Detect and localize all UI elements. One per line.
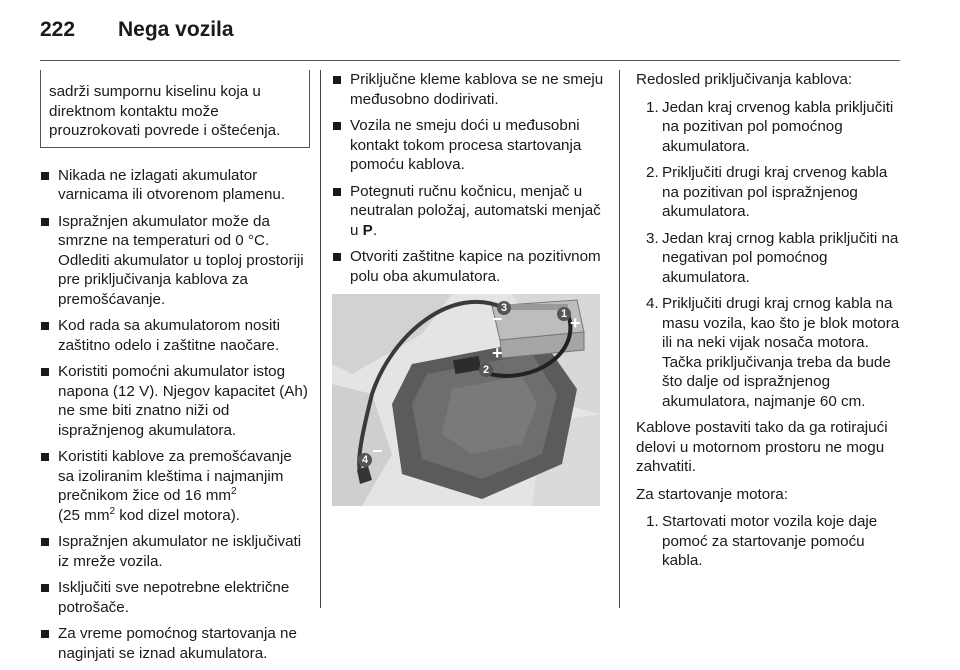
minus-sign-battery: − bbox=[492, 309, 503, 329]
column-right bbox=[636, 70, 904, 578]
engine-bay-image bbox=[332, 294, 600, 506]
column-divider-2 bbox=[619, 70, 620, 608]
bullet-square-icon bbox=[41, 538, 49, 546]
column-middle bbox=[332, 70, 604, 506]
bullet-square-icon bbox=[41, 172, 49, 180]
bullet-square-icon bbox=[41, 453, 49, 461]
bullet-square-icon bbox=[41, 368, 49, 376]
callout-2: 2 bbox=[482, 364, 490, 376]
jump-start-illustration bbox=[332, 294, 600, 506]
list-item: Koristiti pomoćni akumulator istog napona (12 V). Njegov kapacitet (Ah) ne sme biti znatno niži od ispražnjenog akumulatora. bbox=[40, 362, 310, 440]
cable-routing-note: Kablove postaviti tako da ga rotirajući delovi u motornom prostoru ne mogu zahvatiti. bbox=[636, 419, 888, 475]
page-number: 222 bbox=[40, 18, 76, 41]
column-left bbox=[40, 70, 310, 670]
sequence-intro: Redosled priključivanja kablova: bbox=[636, 71, 853, 88]
callout-1: 1 bbox=[560, 308, 568, 320]
list-item: Ispražnjen akumulator ne isključivati iz mreže vozila. bbox=[40, 532, 310, 571]
callout-4: 4 bbox=[361, 454, 369, 466]
bullet-square-icon bbox=[41, 322, 49, 330]
bullet-square-icon bbox=[41, 584, 49, 592]
list-item: Isključiti sve nepotrebne električne potrošače. bbox=[40, 578, 310, 617]
bullet-list-left bbox=[40, 166, 310, 664]
bullet-square-icon bbox=[41, 630, 49, 638]
bullet-square-icon bbox=[333, 253, 341, 261]
list-item: Vozila ne smeju doći u međusobni kontakt tokom procesa startovanja pomoću kablova. bbox=[332, 116, 604, 175]
list-item: Nikada ne izlagati akumulator varnicama ili otvorenom plamenu. bbox=[40, 166, 310, 205]
list-item: 2. Priključiti drugi kraj crvenog kabla na pozitivan pol ispražnjenog akumulatora. bbox=[646, 164, 888, 220]
list-item: 1. Jedan kraj crvenog kabla priključiti na pozitivan pol pomoćnog akumulatora. bbox=[646, 98, 894, 155]
start-intro: Za startovanje motora: bbox=[636, 485, 788, 503]
bullet-square-icon bbox=[333, 122, 341, 130]
bullet-square-icon bbox=[333, 188, 341, 196]
list-item: 4. Priključiti drugi kraj crnog kabla na masu vozila, kao što je blok motora ili na neki vijak nosača motora. Tačka priključivanja treba da bude što dalje od ispražnjenog akumulatora, najmanje 60 cm. bbox=[646, 295, 900, 410]
list-item: 1. Startovati motor vozila koje daje pomoć za startovanje pomoću kabla. bbox=[646, 513, 878, 569]
callout-3: 3 bbox=[500, 302, 508, 314]
list-item: Priključne kleme kablova se ne smeju međusobno dodirivati. bbox=[332, 70, 604, 109]
list-item: Koristiti kablove za premošćavanje sa izoliranim kleštima i najmanjim prečnikom žice od 16 $mm^2$ (25 $mm^2$ kod dizel motora). bbox=[40, 447, 310, 525]
warning-box bbox=[40, 70, 310, 148]
bullet-square-icon bbox=[41, 218, 49, 226]
list-item: Kod rada sa akumulatorom nositi zaštitno odelo i zaštitne naočare. bbox=[40, 316, 310, 355]
plus-sign-jump-point: + bbox=[492, 343, 503, 363]
list-item: 3. Jedan kraj crnog kabla priključiti na negativan pol pomoćnog akumulatora. bbox=[646, 229, 899, 286]
minus-sign-ground: − bbox=[372, 441, 383, 461]
list-item: Otvoriti zaštitne kapice na pozitivnom polu oba akumulatora. bbox=[332, 247, 604, 286]
list-item: Za vreme pomoćnog startovanja ne naginjati se iznad akumulatora. bbox=[40, 624, 310, 663]
bullet-square-icon bbox=[333, 76, 341, 84]
connection-steps bbox=[636, 98, 904, 412]
start-steps bbox=[636, 512, 904, 571]
bullet-list-middle bbox=[332, 70, 604, 286]
warning-text: sadrži sumpornu kiselinu koja u direktnom kontaktu može prouzrokovati povrede i oštećenja. bbox=[49, 83, 281, 139]
column-divider-1 bbox=[320, 70, 321, 608]
list-item: Ispražnjen akumulator može da smrzne na temperaturi od 0 °C. Odlediti akumulator u toploj prostoriji pre priključivanja kablova za premošćavanje. bbox=[40, 212, 310, 310]
plus-sign-battery: + bbox=[570, 313, 581, 333]
list-item: Potegnuti ručnu kočnicu, menjač u neutralan položaj, automatski menjač u P. bbox=[332, 182, 604, 241]
header-rule bbox=[40, 60, 900, 61]
section-title: Nega vozila bbox=[118, 18, 234, 41]
